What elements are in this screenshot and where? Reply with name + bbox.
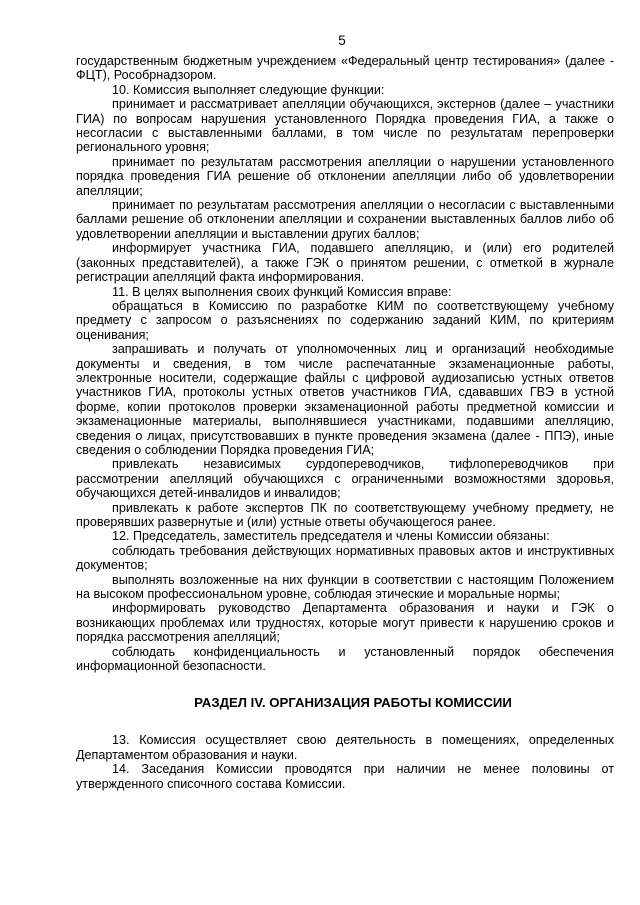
page-number: 5 (338, 33, 346, 48)
document-body (76, 54, 614, 791)
paragraph: 10. Комиссия выполняет следующие функции: (112, 82, 385, 97)
paragraph: принимает и рассматривает апелляции обучающихся, экстернов (далее – участники ГИА) по вопросам нарушения установленного Порядка проведения ГИА, а также о несогласии с выставленными баллами, в том числе по результатам перепроверки регионального уровня; (76, 97, 614, 155)
paragraph: обращаться в Комиссию по разработке КИМ по соответствующему учебному предмету с запросом о разъяснениях по содержанию заданий КИМ, по критериям оценивания; (76, 298, 614, 342)
paragraph: принимает по результатам рассмотрения апелляции о несогласии с выставленными баллами решение об отклонении апелляции и сохранении выставленных баллов либо об удовлетворении апелляции и выставлении других баллов; (76, 198, 614, 241)
paragraph: привлекать к работе экспертов ПК по соответствующему учебному предмету, не проверявших развернутые и (или) устные ответы обучающегося ранее. (76, 500, 614, 529)
paragraph: привлекать независимых сурдопереводчиков, тифлопереводчиков при рассмотрении апелляций обучающихся с ограниченными возможностями здоровья, обучающихся детей-инвалидов и инвалидов; (76, 457, 614, 501)
paragraph: информирует участника ГИА, подавшего апелляцию, и (или) его родителей (законных представителей), а также ГЭК о принятом решении, с отметкой в журнале регистрации апелляций факта информирования. (76, 241, 614, 285)
paragraph: выполнять возложенные на них функции в соответствии с настоящим Положением на высоком профессиональном уровне, соблюдая этические и моральные нормы; (76, 572, 614, 602)
paragraph: принимает по результатам рассмотрения апелляции о нарушении установленного порядка проведения ГИА решение об отклонении апелляции либо об удовлетворении апелляции; (76, 154, 614, 198)
section-heading: РАЗДЕЛ IV. ОРГАНИЗАЦИЯ РАБОТЫ КОМИССИИ (194, 695, 512, 711)
paragraph: информировать руководство Департамента образования и науки и ГЭК о возникающих проблемах или трудностях, которые могут привести к нарушению сроков и порядка рассмотрения апелляций; (76, 601, 614, 645)
paragraph: 12. Председатель, заместитель председателя и члены Комиссии обязаны: (112, 529, 550, 544)
paragraph: 13. Комиссия осуществляет свою деятельность в помещениях, определенных Департаментом образования и науки. (76, 733, 614, 762)
paragraph: соблюдать требования действующих нормативных правовых актов и инструктивных документов; (76, 543, 614, 573)
paragraph: государственным бюджетным учреждением «Федеральный центр тестирования» (далее - ФЦТ), Рособрнадзором. (76, 54, 614, 83)
paragraph: 11. В целях выполнения своих функций Комиссия вправе: (112, 284, 452, 299)
paragraph: запрашивать и получать от уполномоченных лиц и организаций необходимые документы и сведения, в том числе распечатанные экзаменационные работы, электронные носители, содержащие файлы с цифровой аудиозаписью устных ответов участников ГИА, протоколы устных ответов участников ГИА, сдававших ГВЭ в устной форме, копии протоколов проверки экзаменационной работы предметной комиссии и экзаменационные материалы, выполнявшиеся участниками, подавшими апелляцию, сведения о лицах, присутствовавших в пункте проведения экзамена (далее - ППЭ), иные сведения о соблюдении Порядка проведения ГИА; (76, 342, 614, 457)
paragraph: соблюдать конфиденциальность и установленный порядок обеспечения информационной безопасности. (76, 644, 614, 674)
paragraph: 14. Заседания Комиссии проводятся при наличии не менее половины от утвержденного списочного состава Комиссии. (76, 762, 614, 791)
